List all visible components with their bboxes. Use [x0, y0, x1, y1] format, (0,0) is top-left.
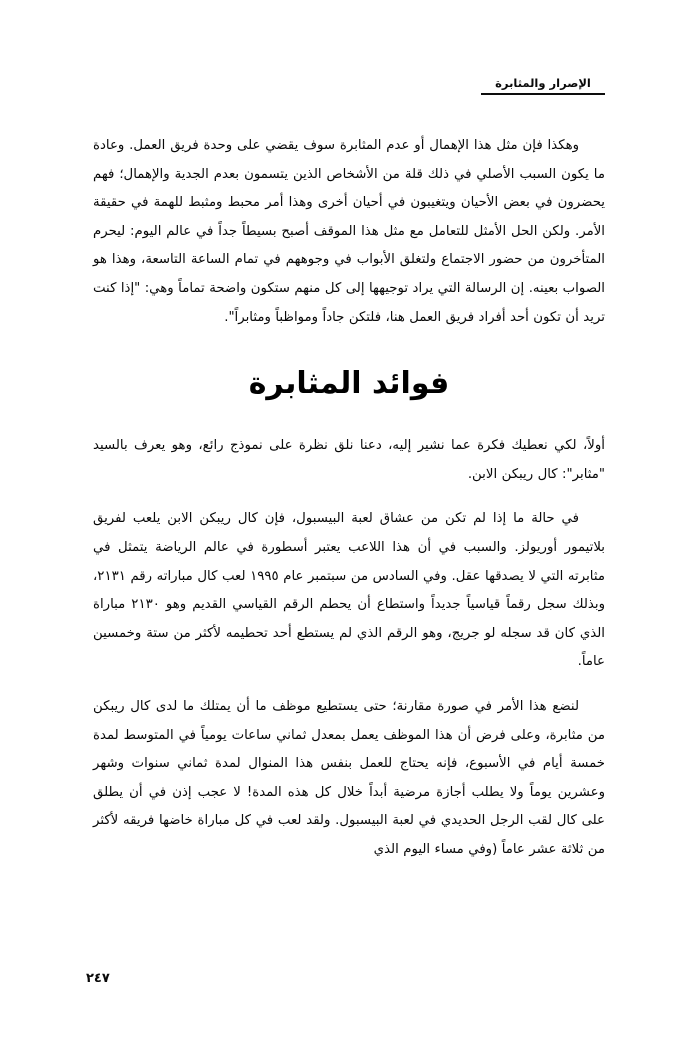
spacer: [93, 677, 605, 693]
paragraph-4: لنضع هذا الأمر في صورة مقارنة؛ حتى يستطيع موظف ما أن يمتلك ما لدى كال ريبكن من مثابرة، وعلى فرض أن هذا الموظف يعمل بمعدل ثماني ساعات يومياً في المتوسط لمدة خمسة أيام في الأسبوع، فإنه يحتاج للعمل بنفس هذا المنوال لمدة ثماني سنوات وشهر وعشرين يوماً ولا يطلب أجازة مرضية أبداً خلال كل هذه المدة! لا عجب إذن في أن يطلق على كال لقب الرجل الحديدي في لعبة البيسبول. ولقد لعب في كل مباراة خاضها فريقه لأكثر من ثلاثة عشر عاماً (وفي مساء اليوم الذي: [93, 698, 605, 857]
spacer: [93, 489, 605, 505]
page-number: ٢٤٧: [86, 971, 110, 986]
section-heading: فوائد المثابرة: [248, 366, 450, 402]
spacer: [93, 402, 605, 432]
spacer: [93, 332, 605, 366]
paragraph-1: وهكذا فإن مثل هذا الإهمال أو عدم المثابرة سوف يقضي على وحدة فريق العمل. وعادة ما يكون السبب الأصلي في ذلك قلة من الأشخاص الذين يتسمون بعدم الجدية والإهمال؛ فهم يحضرون في بعض الأحيان ويتغيبون في أحيان أخرى وهذا أمر محبط ومثبط للهمة في حقيقة الأمر. ولكن الحل الأمثل للتعامل مع مثل هذا الموقف أصبح بسيطاً جداً في عالم اليوم: ليحرم المتأخرون من حضور الاجتماع ولتغلق الأبواب في وجوههم في تمام الساعة التاسعة، وهذا هو الصواب بعينه. إن الرسالة التي يراد توجيهها إلى كل منهم ستكون واضحة تماماً وهي: "إذا كنت تريد أن تكون أحد أفراد فريق العمل هنا، فلتكن جاداً ومواظباً ومثابراً".: [93, 138, 605, 325]
paragraph-3: في حالة ما إذا لم تكن من عشاق لعبة البيسبول، فإن كال ريبكن الابن يلعب لفريق بلاتيمور أوريولز. والسبب في أن هذا اللاعب يعتبر أسطورة في عالم الرياضة يتمثل في مثابرته التي لا يصدقها عقل. وفي السادس من سبتمبر عام ١٩٩٥ لعب كال مباراته رقم ٢١٣١، وبذلك سجل رقماً قياسياً جديداً واستطاع أن يحطم الرقم القياسي القديم وهو ٢١٣٠ مباراة الذي كان قد سجله لو جريج، وهو الرقم الذي لم يستطع أحد تحطيمه لأكثر من ستة وخمسين عاماً.: [93, 511, 605, 670]
running-head-title: الإصرار والمثابرة: [495, 76, 591, 90]
running-head: [481, 76, 605, 95]
running-head-rule: [481, 93, 605, 95]
paragraph-2: أولاً، لكي نعطيك فكرة عما نشير إليه، دعنا نلق نظرة على نموذج رائع، وهو يعرف بالسيد "مثابر": كال ريبكن الابن.: [93, 438, 605, 482]
text-column: [93, 132, 605, 864]
